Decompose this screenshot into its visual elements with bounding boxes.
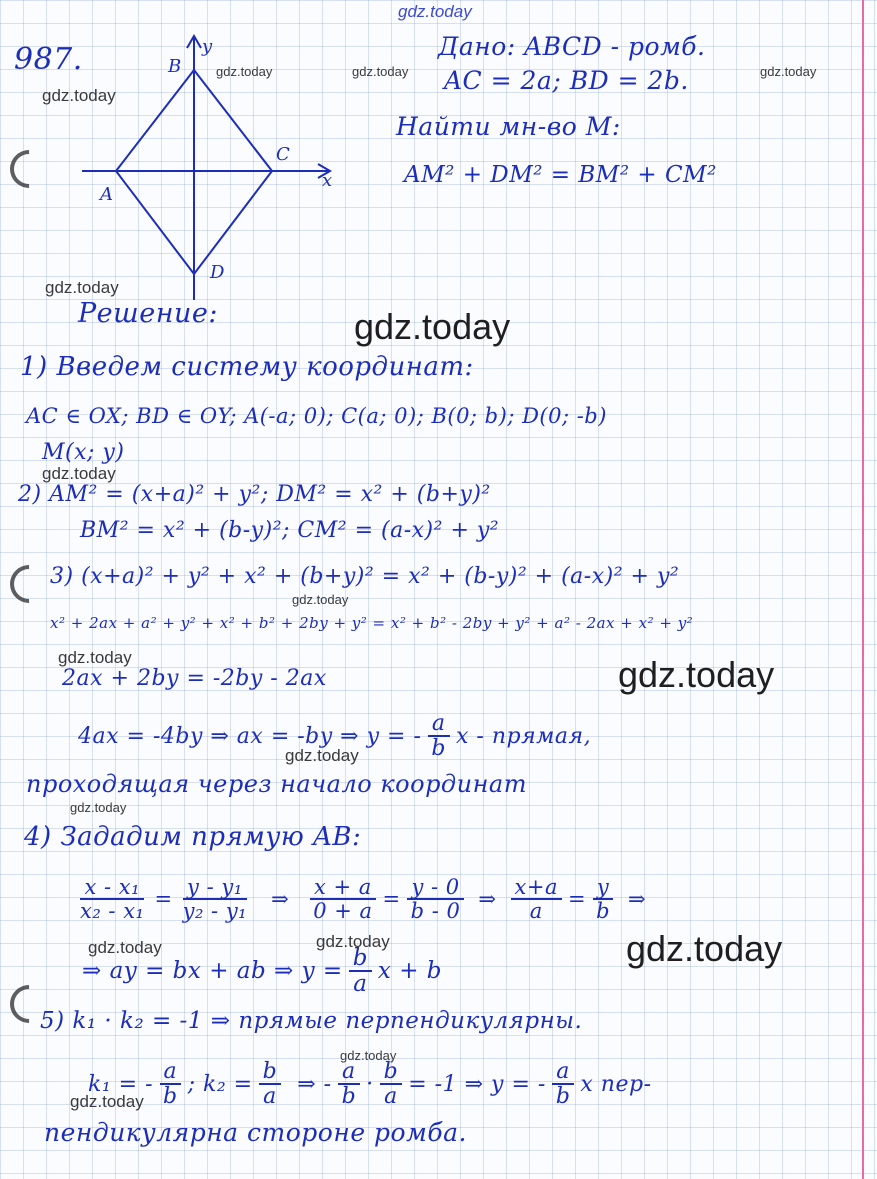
fraction-denominator: x₂ - x₁ (80, 899, 145, 924)
step-3-line-2: x² + 2ax + a² + y² + x² + b² + 2by + y² = x² + b² - 2by + y² + a² - 2ax + x² + y² (50, 614, 694, 632)
fraction-b-over-a (349, 946, 372, 996)
solution-heading: Решение: (78, 298, 218, 329)
step-5-line-2: пендикулярна стороне ромба. (44, 1118, 467, 1147)
fraction-denominator: b - 0 (410, 899, 461, 924)
implies-arrow: ⇒ (271, 887, 290, 912)
watermark: gdz.today (354, 306, 511, 347)
watermark: gdz.today (45, 278, 119, 297)
fraction (159, 1060, 182, 1108)
watermark: gdz.today (88, 938, 162, 957)
watermark: gdz.today (352, 64, 409, 79)
step-3-line-1: 3) (x+a)² + y² + x² + (b+y)² = x² + (b-y)² + (a-x)² + y² (50, 564, 680, 589)
find-label: Найти мн-во M: (396, 112, 621, 141)
step-5-title: 5) k₁ · k₂ = -1 ⇒ прямые перпендикулярны. (40, 1008, 583, 1034)
fraction (309, 876, 376, 922)
watermark: gdz.today (42, 86, 116, 105)
fraction (407, 876, 465, 922)
fraction-numerator: x + a (310, 876, 376, 900)
step-3-line-3: 2ax + 2by = -2by - 2ax (62, 666, 327, 691)
vertex-label-a: A (100, 184, 113, 205)
fraction-denominator: b (431, 736, 446, 762)
step-5-text: ; k₂ = (187, 1071, 253, 1097)
fraction-numerator: x - x₁ (80, 876, 144, 900)
watermark: gdz.today (42, 464, 116, 483)
fraction-denominator: b (555, 1084, 571, 1110)
fraction-denominator: a (529, 899, 543, 924)
fraction (76, 876, 148, 922)
fraction (259, 1060, 282, 1108)
watermark: gdz.today (216, 64, 273, 79)
axis-label-y: y (202, 36, 213, 57)
fraction-denominator: 0 + a (313, 899, 373, 924)
fraction-numerator: b (380, 1060, 403, 1085)
fraction-numerator: b (349, 946, 372, 972)
watermark: gdz.today (398, 2, 472, 21)
step-5-text: x пер- (580, 1071, 652, 1097)
step-1-line-2: M(x; y) (42, 440, 125, 465)
vertex-label-b: B (168, 56, 182, 77)
watermark: gdz.today (316, 932, 390, 951)
problem-number: 987. (14, 42, 83, 77)
watermark: gdz.today (340, 1048, 397, 1063)
notebook-margin-line (862, 0, 864, 1179)
axis-label-x: x (322, 170, 333, 191)
step-4-line-1 (70, 876, 646, 922)
fraction-denominator: a (353, 971, 368, 998)
fraction (552, 1060, 575, 1108)
watermark: gdz.today (618, 654, 775, 695)
equals-sign: = (382, 887, 401, 912)
vertex-label-c: C (276, 144, 290, 165)
fraction-numerator: y - 0 (407, 876, 463, 900)
watermark: gdz.today (760, 64, 817, 79)
binder-hole (2, 142, 56, 196)
fraction (511, 876, 562, 922)
implies-arrow: ⇒ (628, 887, 647, 912)
step-4-line-2-text-a: ⇒ ay = bx + ab ⇒ y = (82, 958, 343, 985)
watermark: gdz.today (70, 1092, 144, 1111)
step-1-title: 1) Введем систему координат: (20, 352, 474, 382)
fraction (380, 1060, 403, 1108)
fraction (338, 1060, 361, 1108)
multiply-dot: · (366, 1071, 374, 1097)
step-4-title: 4) Зададим прямую AB: (24, 822, 362, 852)
watermark: gdz.today (292, 592, 349, 607)
fraction-numerator: y - y₁ (183, 876, 247, 900)
rhombus-diagram (60, 30, 360, 310)
fraction-denominator: a (384, 1084, 398, 1110)
implies-arrow: ⇒ (478, 887, 497, 912)
fraction-numerator: y (593, 876, 613, 900)
equals-sign: = (567, 887, 587, 912)
watermark: gdz.today (285, 746, 359, 765)
step-4-line-2-text-b: x + b (377, 958, 443, 985)
step-3-line-4-text-a: 4ax = -4by ⇒ ax = -by ⇒ y = - (78, 723, 422, 749)
step-5-line-1 (88, 1060, 652, 1108)
fraction-numerator: b (259, 1060, 282, 1085)
fraction-denominator: b (596, 899, 611, 924)
fraction-denominator: y₂ - y₁ (182, 899, 248, 924)
fraction-denominator: b (163, 1084, 178, 1110)
fraction-numerator: x+a (511, 876, 562, 900)
step-2-line-2: BM² = x² + (b-y)²; CM² = (a-x)² + y² (80, 518, 500, 543)
fraction-denominator: a (263, 1084, 277, 1110)
watermark: gdz.today (626, 928, 783, 969)
step-5-text: ⇒ - (297, 1071, 332, 1097)
find-condition: AM² + DM² = BM² + CM² (404, 162, 717, 188)
given-line-1: Дано: ABCD - ромб. (438, 32, 706, 61)
vertex-label-d: D (210, 262, 225, 283)
fraction (179, 876, 252, 922)
fraction-denominator: b (341, 1084, 357, 1110)
step-5-text: = -1 ⇒ y = - (408, 1071, 546, 1097)
fraction-numerator: a (338, 1060, 360, 1085)
fraction-numerator: a (428, 712, 450, 737)
step-1-line-1: AC ∈ OX; BD ∈ OY; A(-a; 0); C(a; 0); B(0; b); D(0; -b) (26, 404, 607, 428)
watermark: gdz.today (58, 648, 132, 667)
step-3-line-4-text-b: x - прямая, (456, 723, 592, 749)
fraction-numerator: a (160, 1060, 182, 1085)
step-3-line-5: проходящая через начало координат (26, 770, 527, 798)
fraction (592, 876, 614, 922)
watermark: gdz.today (70, 800, 127, 815)
fraction-numerator: a (552, 1060, 574, 1085)
step-2-line-1: 2) AM² = (x+a)² + y²; DM² = x² + (b+y)² (18, 482, 491, 507)
step-5-text: k₁ = - (88, 1071, 154, 1097)
step-4-line-2 (82, 946, 442, 996)
equals-sign: = (154, 887, 173, 912)
binder-hole (2, 557, 56, 611)
given-line-2: AC = 2a; BD = 2b. (444, 66, 689, 95)
fraction-a-over-b (427, 712, 450, 760)
step-3-line-4 (78, 712, 591, 760)
